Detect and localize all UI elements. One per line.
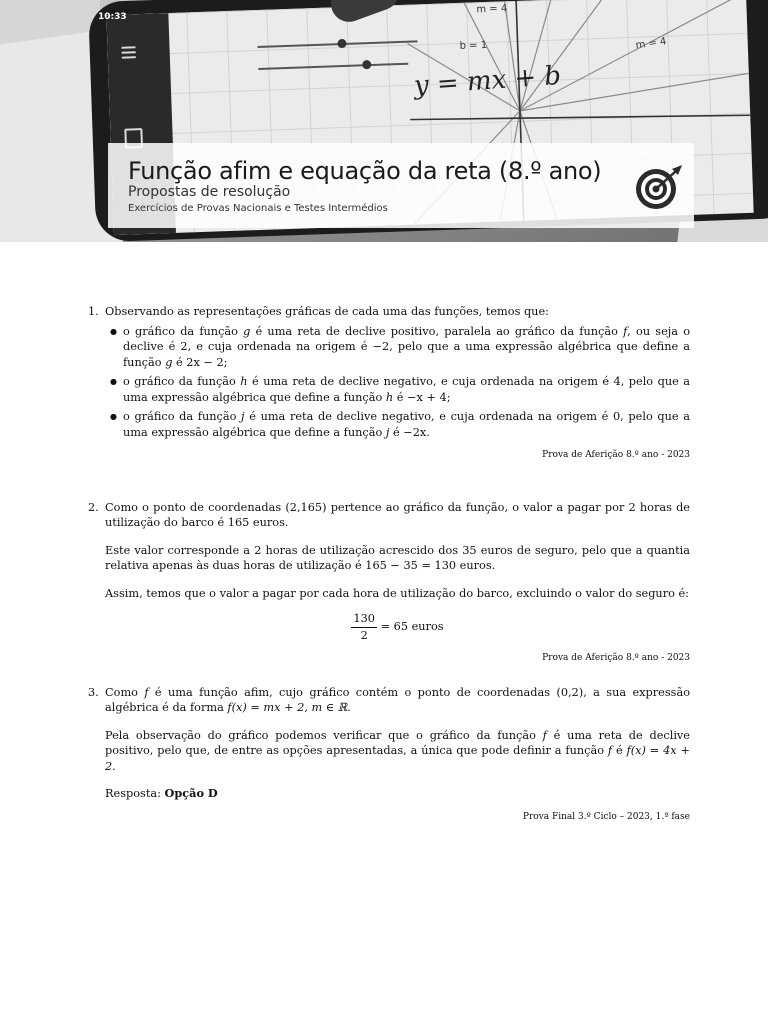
question-3-paragraph-1: Como f é uma função afim, cujo gráfico contém o ponto de coordenadas (0,2), a sua expressão algébrica é da forma f(x) = mx + 2, m ∈ ℝ. [105,685,690,714]
slider-b-knob [362,60,371,69]
source-note: Prova Final 3.º Ciclo – 2023, 1.ª fase [522,811,690,822]
fraction-result: = 65 euros [376,620,444,633]
question-number: 1. [88,305,99,318]
question-number: 3. [88,685,99,699]
fraction-equation [105,611,690,643]
slider-m-knob [337,39,346,48]
question-2 [88,500,690,667]
target-arrow-icon [632,163,684,211]
answer-label: Resposta: [105,787,165,800]
solutions [88,304,690,825]
question-number: 2. [88,500,99,514]
question-2-paragraph-2: Este valor corresponde a 2 horas de utilização acrescido dos 35 euros de seguro, pelo que a quantia relativa apenas às duas horas de utilização é 165 − 35 = 130 euros. [105,543,690,572]
slider-b [258,63,408,70]
question-1-intro: Observando as representações gráficas de cada uma das funções, temos que: [105,305,549,318]
question-3-paragraph-2: Pela observação do gráfico podemos verificar que o gráfico da função f é uma reta de declive positivo, pelo que, de entre as opções apresentadas, a única que pode definir a função f é f(x) = 4x + 2. [105,728,690,773]
page-subtitle: Propostas de resolução [128,184,291,200]
fraction-denominator: 2 [360,628,368,642]
question-1 [88,304,690,464]
list-item: ● o gráfico da função h é uma reta de declive negativo, e cuja ordenada na origem é 4, pelo que a uma expressão algébrica que define a função h é −x + 4; [123,374,690,405]
answer-value: Opção D [164,786,218,800]
question-1-bullets [105,324,690,441]
slider-b-label: b = 1 [459,39,488,52]
fraction-numerator: 130 [351,611,377,628]
question-2-paragraph-3: Assim, temos que o valor a pagar por cada hora de utilização do barco, excluindo o valor do seguro é: [105,586,689,600]
menu-icon [121,46,135,58]
list-item: ● o gráfico da função j é uma reta de declive negativo, e cuja ordenada na origem é 0, pelo que a uma expressão algébrica que define a função j é −2x. [123,409,690,440]
status-time: 10:33 [98,12,127,22]
page-title: Função afim e equação da reta (8.º ano) [128,157,602,185]
source-note: Prova de Aferição 8.º ano - 2023 [542,450,690,460]
list-item: ● o gráfico da função g é uma reta de declive positivo, paralela ao gráfico da função f, ou seja o declive é 2, e cuja ordenada na origem é −2, pelo que a uma expressão algébrica que define a função g é 2x − 2; [123,324,690,371]
page-subsubtitle: Exercícios de Provas Nacionais e Testes Intermédios [128,203,388,214]
source-note: Prova de Aferição 8.º ano - 2023 [542,653,690,663]
answer-line [105,786,690,802]
graph-m-label: m = 4 [635,36,668,52]
slider-m-label: m = 4 [476,3,508,16]
title-box [108,143,694,228]
equation-label: y = mx + b [413,60,563,102]
question-2-paragraph-1: Como o ponto de coordenadas (2,165) pertence ao gráfico da função, o valor a pagar por 2 horas de utilização do barco é 165 euros. [105,500,690,529]
question-3 [88,685,690,826]
header-banner [0,0,768,242]
